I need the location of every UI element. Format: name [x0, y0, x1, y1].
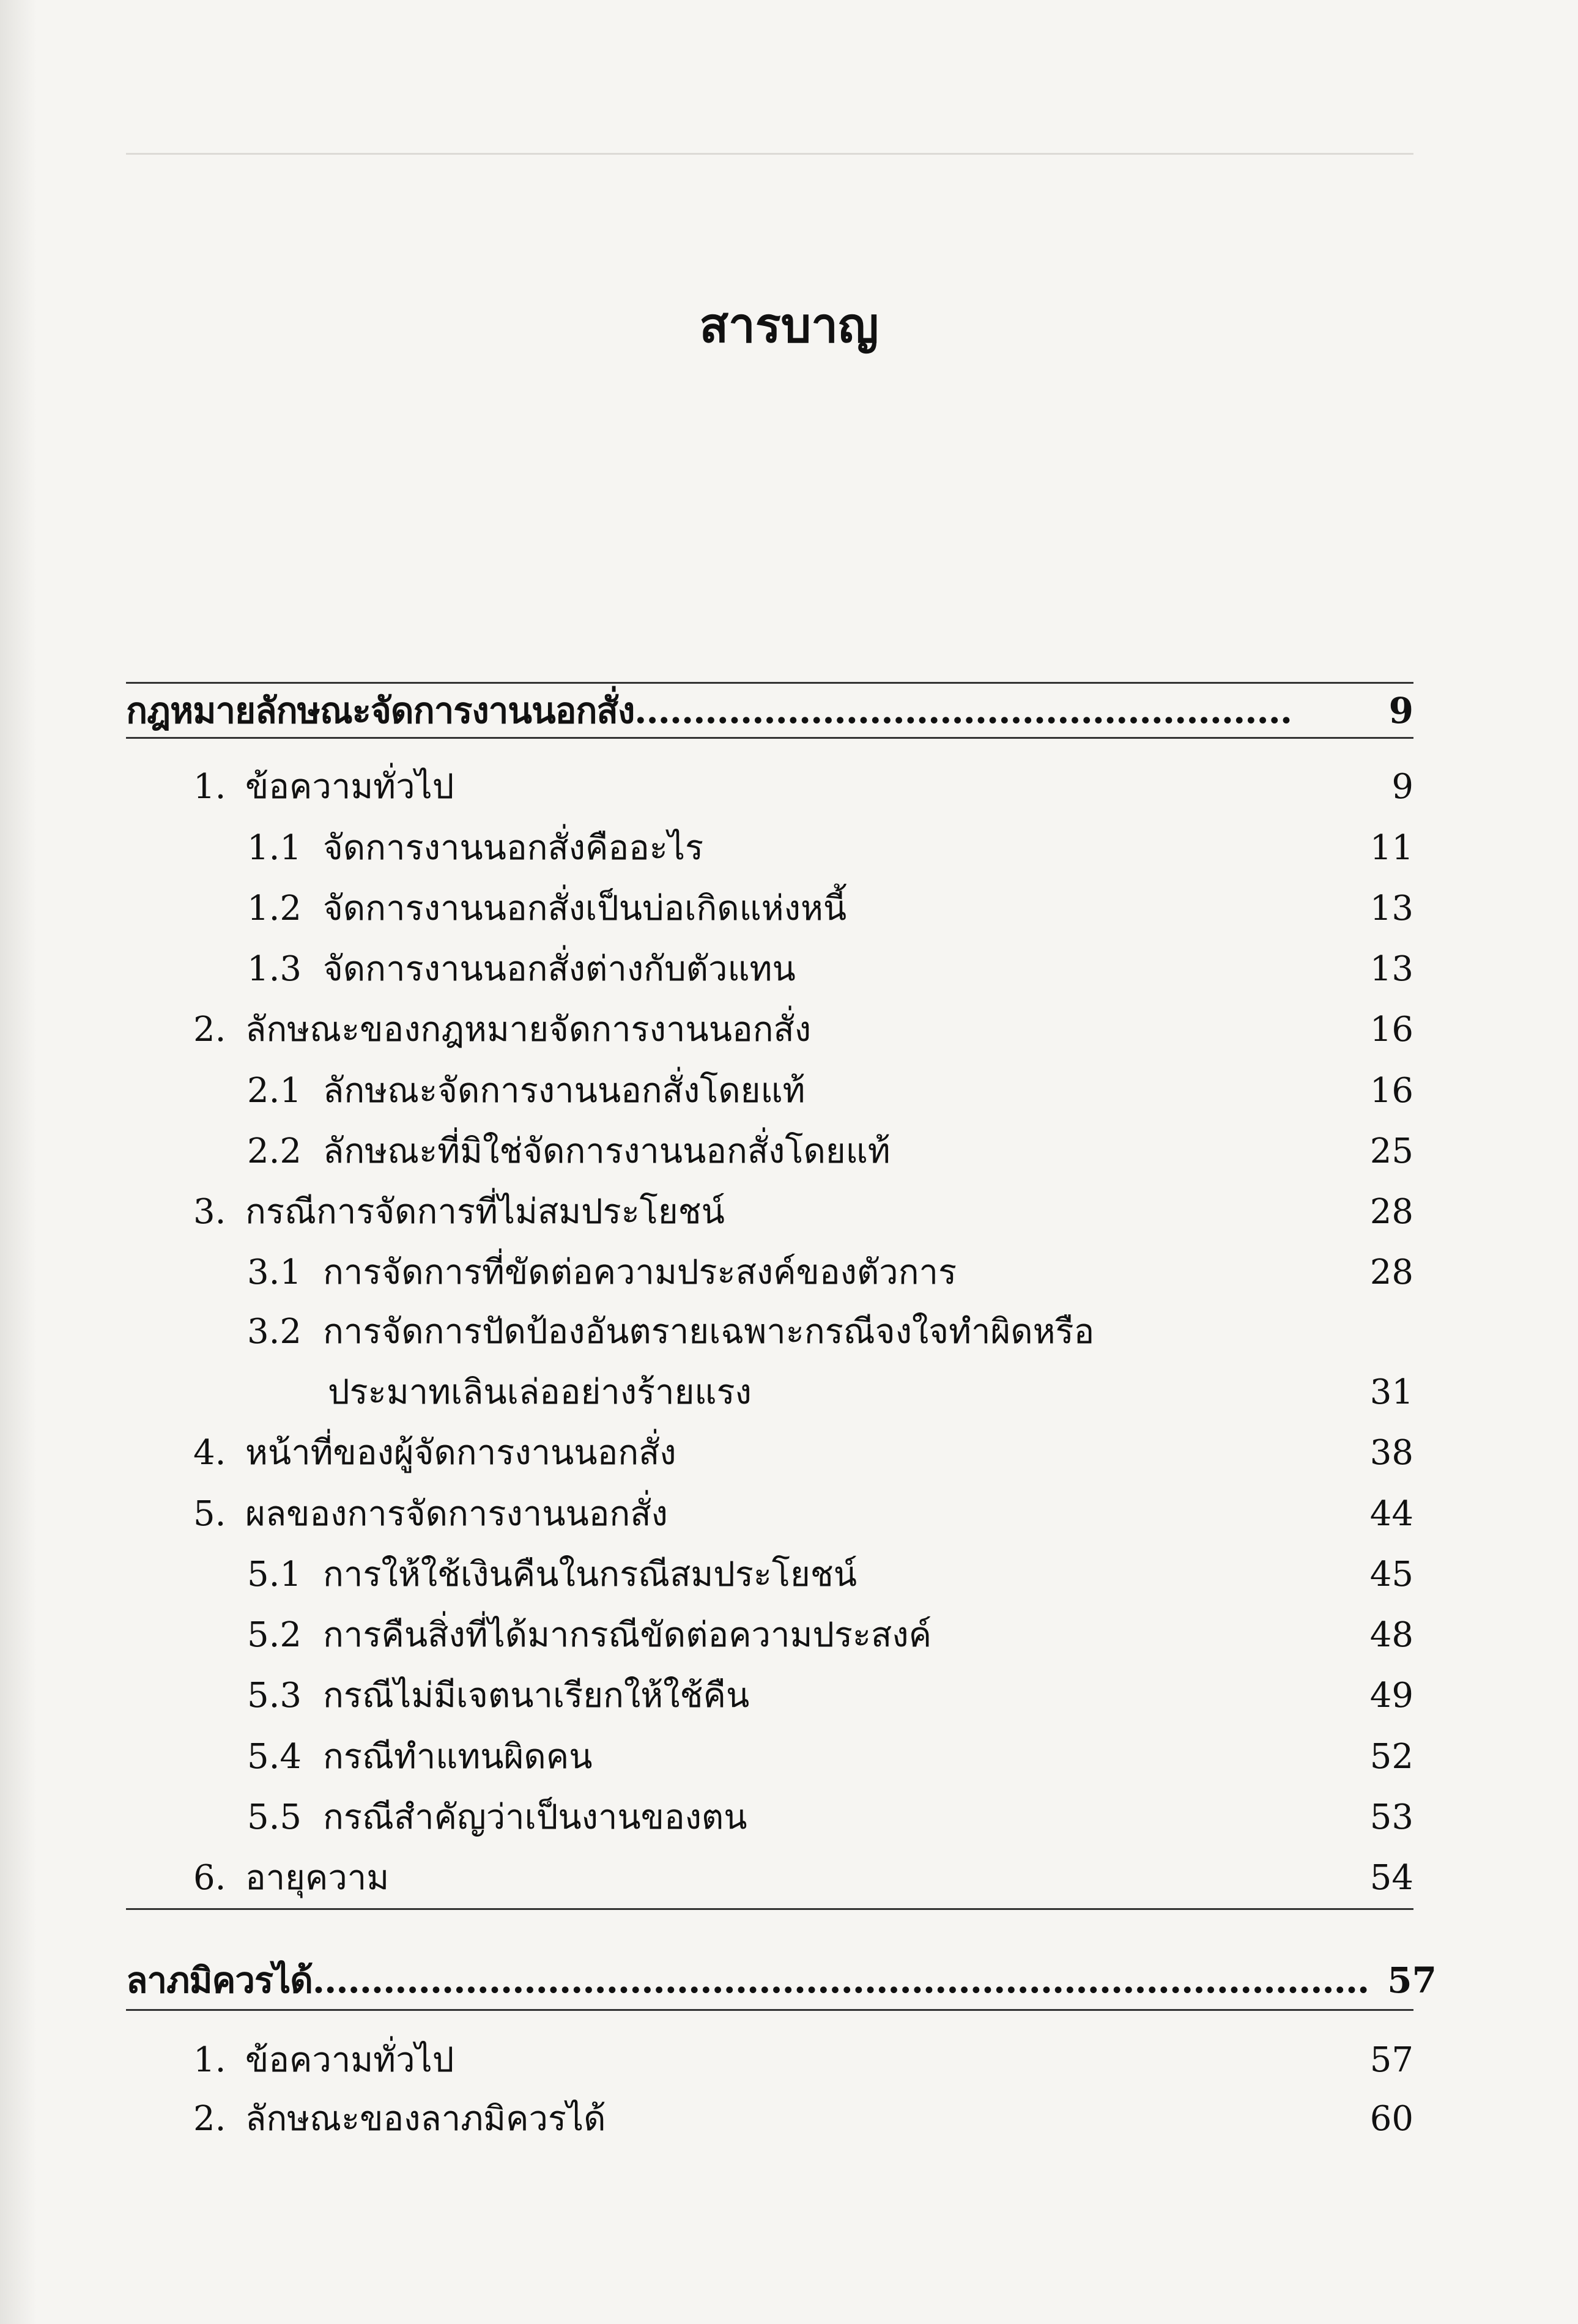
page-number: 28 [1369, 1192, 1413, 1232]
entry-number: 1.1 [247, 828, 302, 868]
toc-entry [126, 1127, 1413, 1176]
entry-number: 2. [193, 2099, 226, 2139]
entry-title: ลักษณะของกฎหมายจัดการงานนอกสั่ง [245, 1010, 812, 1049]
entry-number: 2.2 [247, 1131, 302, 1171]
toc-entry [126, 1368, 1413, 1417]
entry-number: 3. [193, 1192, 226, 1232]
entry-number: 3.1 [247, 1253, 302, 1292]
entry-title: การจัดการที่ขัดต่อความประสงค์ของตัวการ [323, 1253, 957, 1292]
entry-number: 5.5 [247, 1797, 302, 1837]
page-number: 25 [1369, 1131, 1413, 1171]
toc-entry [126, 763, 1413, 812]
toc-entry [126, 1188, 1413, 1237]
toc-entry [126, 1308, 1413, 1356]
toc-entry [126, 1733, 1413, 1782]
page-number: 38 [1369, 1433, 1413, 1473]
page-number: 16 [1369, 1071, 1413, 1111]
page-number: 48 [1369, 1615, 1413, 1655]
entry-number: 1.2 [247, 889, 302, 928]
page-number: 53 [1369, 1797, 1413, 1837]
entry-title: จัดการงานนอกสั่งต่างกับตัวแทน [323, 949, 796, 989]
entry-number: 2.1 [247, 1071, 302, 1111]
toc-entry [126, 1550, 1413, 1599]
page-number: 31 [1369, 1372, 1413, 1412]
page-number: 57 [1387, 1959, 1437, 2001]
toc-chapter [126, 1956, 1437, 2005]
entry-title: กรณีทำแทนผิดคน [323, 1737, 593, 1777]
toc-entry [126, 945, 1413, 994]
page-number: 9 [1388, 690, 1413, 731]
toc-entry [126, 1671, 1413, 1720]
entry-title: กฎหมายลักษณะจัดการงานนอกสั่ง........................................................ [126, 690, 1292, 731]
entry-title: ผลของการจัดการงานนอกสั่ง [245, 1494, 668, 1534]
page-number: 49 [1369, 1676, 1413, 1715]
page-number: 13 [1369, 949, 1413, 989]
page-number: 16 [1369, 1010, 1413, 1049]
entry-number: 5.3 [247, 1676, 302, 1715]
entry-title: การให้ใช้เงินคืนในกรณีสมประโยชน์ [323, 1555, 858, 1594]
toc-entry [126, 1248, 1413, 1297]
page-number: 9 [1391, 767, 1413, 807]
entry-title: ข้อความทั่วไป [245, 767, 454, 807]
page-number: 44 [1369, 1494, 1413, 1534]
entry-title: กรณีการจัดการที่ไม่สมประโยชน์ [245, 1192, 725, 1232]
entry-number: 5.4 [247, 1737, 302, 1777]
page-number: 13 [1369, 889, 1413, 928]
page-title: สารบาญ [699, 298, 879, 353]
divider [126, 682, 1413, 684]
page-number: 57 [1369, 2040, 1413, 2080]
toc-entry [126, 1005, 1413, 1054]
entry-number: 2. [193, 1010, 226, 1049]
entry-title: ลักษณะจัดการงานนอกสั่งโดยแท้ [323, 1071, 806, 1111]
entry-title: ข้อความทั่วไป [245, 2040, 454, 2080]
header-rule [126, 153, 1413, 155]
entry-number: 1. [193, 767, 226, 807]
toc-entry [126, 2036, 1413, 2085]
entry-title: หน้าที่ของผู้จัดการงานนอกสั่ง [245, 1433, 676, 1473]
entry-number: 3.2 [247, 1312, 302, 1352]
toc-entry [126, 824, 1413, 873]
entry-title: ประมาทเลินเล่ออย่างร้ายแรง [328, 1372, 752, 1412]
divider [126, 1908, 1413, 1910]
toc-entry [126, 1067, 1413, 1116]
page-number: 60 [1369, 2099, 1413, 2139]
entry-number: 1. [193, 2040, 226, 2080]
page-number: 45 [1369, 1555, 1413, 1594]
entry-title: อายุความ [245, 1858, 390, 1898]
toc-entry [126, 1490, 1413, 1539]
page-number: 11 [1369, 828, 1413, 868]
toc-chapter [126, 686, 1413, 735]
page-number: 28 [1369, 1253, 1413, 1292]
toc-entry [126, 884, 1413, 933]
entry-number: 5.2 [247, 1615, 302, 1655]
entry-title: การคืนสิ่งที่ได้มากรณีขัดต่อความประสงค์ [323, 1615, 932, 1655]
toc-entry [126, 1611, 1413, 1660]
entry-title: ลักษณะของลาภมิควรได้ [245, 2099, 606, 2139]
toc-entry [126, 1854, 1413, 1903]
toc-entry [126, 2095, 1413, 2144]
page-number: 54 [1369, 1858, 1413, 1898]
entry-number: 5.1 [247, 1555, 302, 1594]
toc-entry [126, 1793, 1413, 1842]
entry-title: การจัดการปัดป้องอันตรายเฉพาะกรณีจงใจทำผิดหรือ [323, 1312, 1095, 1352]
entry-number: 6. [193, 1858, 226, 1898]
page-number: 52 [1369, 1737, 1413, 1777]
entry-number: 4. [193, 1433, 226, 1473]
entry-title: ลาภมิควรได้.......................................................................................... [126, 1959, 1369, 2001]
entry-number: 1.3 [247, 949, 302, 989]
entry-title: กรณีสำคัญว่าเป็นงานของตน [323, 1797, 747, 1837]
entry-title: จัดการงานนอกสั่งคืออะไร [323, 828, 704, 868]
entry-title: ลักษณะที่มิใช่จัดการงานนอกสั่งโดยแท้ [323, 1131, 891, 1171]
entry-title: กรณีไม่มีเจตนาเรียกให้ใช้คืน [323, 1676, 750, 1715]
divider [126, 737, 1413, 739]
toc-entry [126, 1429, 1413, 1478]
entry-title: จัดการงานนอกสั่งเป็นบ่อเกิดแห่งหนี้ [323, 889, 847, 928]
entry-number: 5. [193, 1494, 226, 1534]
divider [126, 2009, 1413, 2011]
